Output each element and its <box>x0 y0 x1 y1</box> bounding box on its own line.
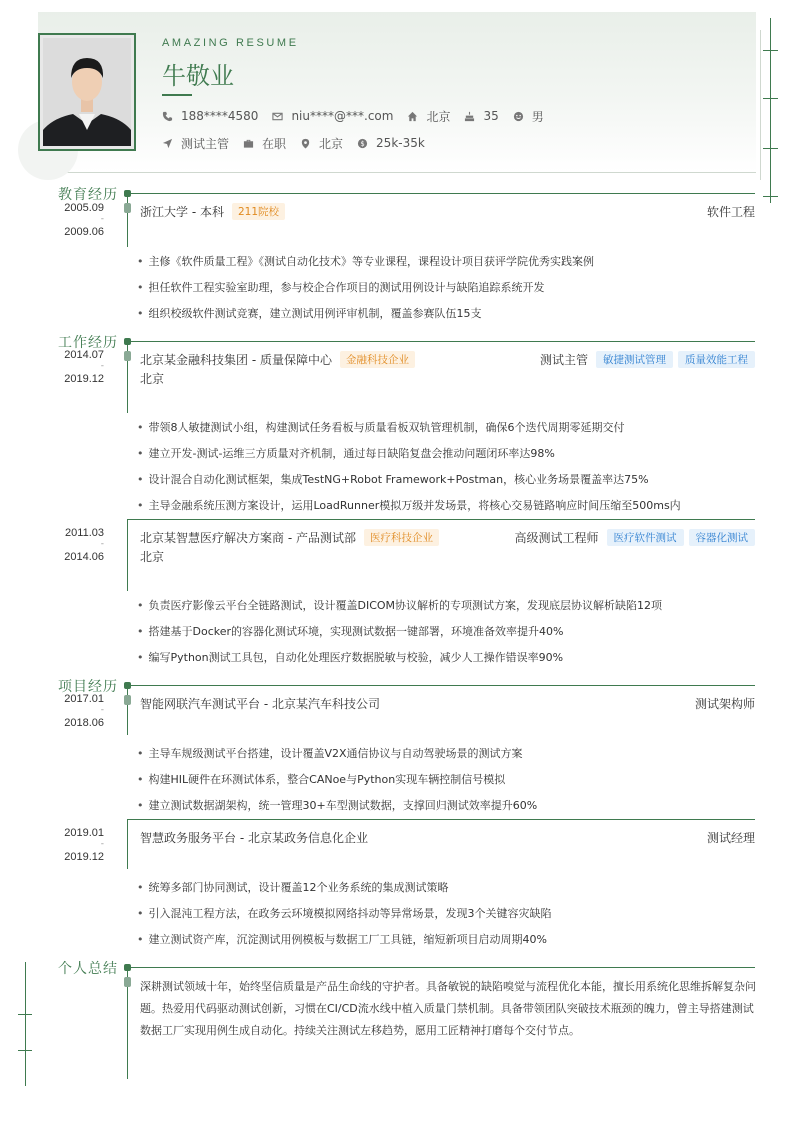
section-rule <box>128 967 755 968</box>
end-date: 2014.06 <box>64 551 104 563</box>
list-item: • 主修《软件质量工程》《测试自动化技术》等专业课程，课程设计项目获评学院优秀实践案例 <box>137 253 594 269</box>
briefcase-icon <box>243 138 254 149</box>
timeline-marker <box>124 203 131 213</box>
timeline-marker <box>124 977 131 987</box>
skill-tag: 容器化测试 <box>689 529 756 546</box>
target-city-item: 北京 <box>300 135 343 152</box>
start-date: 2019.01 <box>64 827 104 839</box>
list-item: • 搭建基于Docker的容器化测试环境，实现测试数据一键部署，环境准备效率提升40% <box>137 623 563 639</box>
entry-rule <box>128 819 755 820</box>
timeline-line <box>127 685 128 735</box>
skill-tag: 敏捷测试管理 <box>596 351 673 368</box>
job-title: 测试主管 <box>539 353 588 367</box>
list-item: • 建立测试资产库，沉淀测试用例模板与数据工厂工具链，缩短新项目启动周期40% <box>137 931 547 947</box>
school-badge: 211院校 <box>232 203 285 220</box>
project-title: 智慧政务服务平台 - 北京某政务信息化企业 <box>140 831 368 845</box>
start-date: 2005.09 <box>64 202 104 214</box>
cake-icon <box>464 111 475 122</box>
job-title-group <box>514 529 755 546</box>
list-item: • 负责医疗影像云平台全链路测试，设计覆盖DICOM协议解析的专项测试方案，发现底层协议解析缺陷12项 <box>137 597 662 613</box>
email-item: niu****@***.com <box>272 109 393 123</box>
major: 软件工程 <box>706 205 755 219</box>
start-date: 2014.07 <box>64 349 104 361</box>
end-date: 2009.06 <box>64 226 104 238</box>
entry-rule <box>128 519 755 520</box>
left-decoration-tick <box>18 1014 32 1015</box>
smile-icon <box>513 111 524 122</box>
position-item: 测试主管 <box>162 135 229 152</box>
list-item: • 编写Python测试工具包，自动化处理医疗数据脱敏与校验，减少人工操作错误率90% <box>137 649 563 665</box>
timeline-line <box>127 519 128 591</box>
right-decoration-line-light <box>760 30 761 180</box>
phone-icon <box>162 111 173 122</box>
resume-tagline: AMAZING RESUME <box>162 37 299 49</box>
end-date: 2019.12 <box>64 851 104 863</box>
header-divider <box>38 172 756 173</box>
company-department: 北京某智慧医疗解决方案商 - 产品测试部 <box>140 531 356 545</box>
list-item: • 组织校级软件测试竞赛，建立测试用例评审机制，覆盖参赛队伍15支 <box>137 305 482 321</box>
right-decoration-line <box>770 18 771 203</box>
date-separator: - <box>100 705 104 715</box>
end-date: 2019.12 <box>64 373 104 385</box>
list-item: • 设计混合自动化测试框架，集成TestNG+Robot Framework+Postman，核心业务场景覆盖率达75% <box>137 471 649 487</box>
contact-row <box>162 107 558 125</box>
left-decoration-line <box>25 962 26 1086</box>
work-location: 北京 <box>140 550 165 564</box>
entry-title <box>140 203 285 220</box>
name-underline <box>162 94 192 96</box>
project-role: 测试经理 <box>706 831 755 845</box>
list-item: • 统筹多部门协同测试，设计覆盖12个业务系统的集成测试策略 <box>137 879 449 895</box>
list-item: • 带领8人敏捷测试小组，构建测试任务看板与质量看板双轨管理机制，确保6个迭代周期零延期交付 <box>137 419 625 435</box>
right-decoration-tick <box>763 50 778 51</box>
job-intent-row <box>162 134 439 152</box>
section-rule <box>128 685 755 686</box>
section-rule <box>128 341 755 342</box>
timeline-marker <box>124 351 131 361</box>
right-decoration-tick <box>763 148 778 149</box>
timeline-marker <box>124 695 131 705</box>
list-item: • 主导车规级测试平台搭建，设计覆盖V2X通信协议与自动驾驶场景的测试方案 <box>137 745 523 761</box>
entry-title <box>140 529 439 546</box>
location-pin-icon <box>300 138 311 149</box>
skill-tag: 质量效能工程 <box>678 351 755 368</box>
section-rule <box>128 193 755 194</box>
list-item: • 建立开发-测试-运维三方质量对齐机制，通过每日缺陷复盘会推动问题闭环率达98% <box>137 445 555 461</box>
dollar-icon <box>357 138 368 149</box>
end-date: 2018.06 <box>64 717 104 729</box>
left-decoration-tick <box>18 1050 32 1051</box>
right-decoration-tick <box>763 98 778 99</box>
age-item: 35 <box>464 109 498 123</box>
gender-item: 男 <box>513 108 544 125</box>
job-title-group <box>540 351 755 368</box>
timeline-line <box>127 193 128 247</box>
company-badge: 金融科技企业 <box>340 351 415 368</box>
list-item: • 主导金融系统压测方案设计，运用LoadRunner模拟万级并发场景，将核心交易链路响应时间压缩至500ms内 <box>137 497 681 513</box>
date-separator: - <box>100 839 104 849</box>
list-item: • 引入混沌工程方法，在政务云环境模拟网络抖动等异常场景，发现3个关键容灾缺陷 <box>137 905 552 921</box>
company-badge: 医疗科技企业 <box>364 529 439 546</box>
city-item: 北京 <box>407 108 450 125</box>
skill-tag: 医疗软件测试 <box>607 529 684 546</box>
start-date: 2011.03 <box>65 527 104 539</box>
date-separator: - <box>100 214 104 224</box>
send-icon <box>162 138 173 149</box>
home-icon <box>407 111 418 122</box>
mail-icon <box>272 111 283 122</box>
phone-item: 188****4580 <box>162 109 258 123</box>
section-title-work: 工作经历 <box>58 335 118 351</box>
school-degree: 浙江大学 - 本科 <box>140 205 224 219</box>
start-date: 2017.01 <box>64 693 104 705</box>
timeline-line <box>127 819 128 869</box>
list-item: • 担任软件工程实验室助理，参与校企合作项目的测试用例设计与缺陷追踪系统开发 <box>137 279 545 295</box>
section-title-education: 教育经历 <box>58 187 118 203</box>
summary-text: 深耕测试领域十年，始终坚信质量是产品生命线的守护者。具备敏锐的缺陷嗅觉与流程优化本能，擅长用系统化思维拆解复杂问题。热爱用代码驱动测试创新，习惯在CI/CD流水线中植入质量门禁机制。具备带领团队突破技术瓶颈的魄力，曾主导搭建测试数据工厂实现用例生成自动化。持续关注测试左移趋势，愿用工匠精神打磨每个交付节点。 <box>140 980 756 1037</box>
salary-item: $ 25k-35k <box>357 136 425 150</box>
job-title: 高级测试工程师 <box>514 531 599 545</box>
date-separator: - <box>100 361 104 371</box>
list-item: • 构建HIL硬件在环测试体系，整合CANoe与Python实现车辆控制信号模拟 <box>137 771 505 787</box>
entry-title <box>140 351 415 368</box>
section-title-projects: 项目经历 <box>58 679 118 695</box>
section-title-summary: 个人总结 <box>58 961 118 977</box>
work-location: 北京 <box>140 372 165 386</box>
avatar <box>38 33 136 151</box>
right-decoration-tick <box>763 196 778 197</box>
date-separator: - <box>100 539 104 549</box>
list-item: • 建立测试数据湖架构，统一管理30+车型测试数据，支撑回归测试效率提升60% <box>137 797 537 813</box>
svg-text:$: $ <box>360 139 365 148</box>
portrait-illustration <box>43 38 131 146</box>
company-department: 北京某金融科技集团 - 质量保障中心 <box>140 353 332 367</box>
status-item: 在职 <box>243 135 286 152</box>
project-role: 测试架构师 <box>694 697 755 711</box>
project-title: 智能网联汽车测试平台 - 北京某汽车科技公司 <box>140 697 380 711</box>
candidate-name: 牛敬业 <box>162 62 234 90</box>
